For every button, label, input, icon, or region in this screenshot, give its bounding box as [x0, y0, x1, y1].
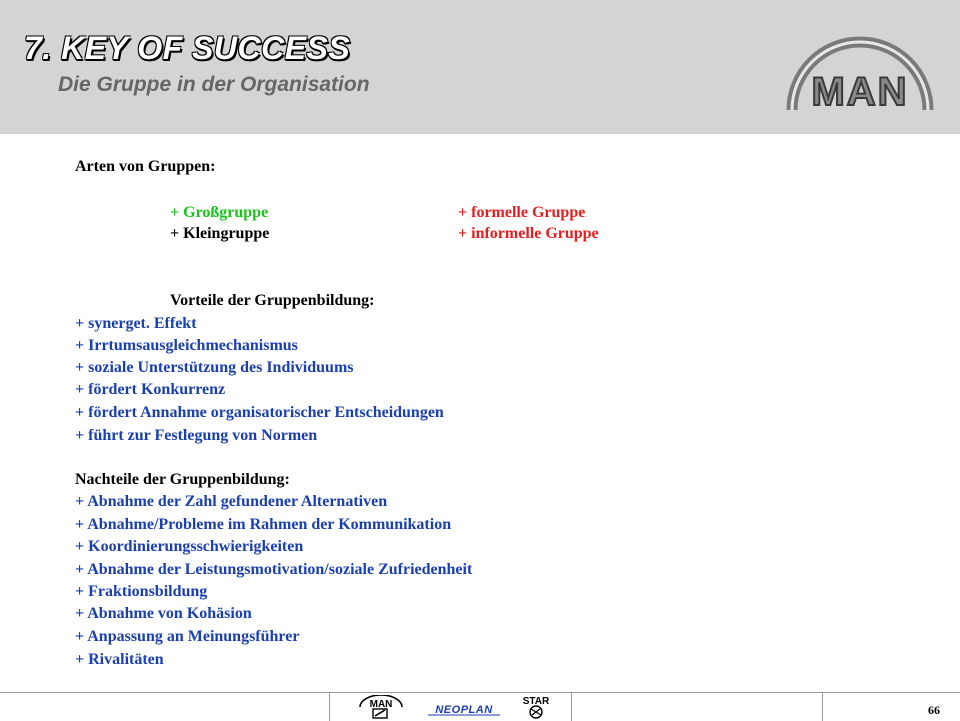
- advantage-item: + Irrtumsausgleichmechanismus: [75, 337, 298, 354]
- footer-bar: [0, 692, 960, 721]
- advantages-heading: Vorteile der Gruppenbildung:: [170, 292, 375, 309]
- footer-divider: [822, 693, 823, 721]
- disadvantage-item: + Koordinierungsschwierigkeiten: [75, 538, 304, 555]
- types-heading: Arten von Gruppen:: [75, 158, 216, 175]
- advantage-item: + soziale Unterstützung des Individuums: [75, 359, 354, 376]
- man-footer-logo-text: MAN: [369, 699, 393, 710]
- neoplan-footer-logo-icon: [424, 701, 504, 717]
- slide-subtitle: Die Gruppe in der Organisation: [58, 73, 370, 96]
- star-footer-logo-text: STAR: [522, 696, 550, 707]
- advantage-item: + fördert Annahme organisatorischer Entscheidungen: [75, 404, 444, 421]
- slide-title: 7. KEY OF SUCCESS: [24, 30, 351, 66]
- disadvantage-item: + Abnahme/Probleme im Rahmen der Kommunikation: [75, 516, 452, 533]
- disadvantages-heading: Nachteile der Gruppenbildung:: [75, 471, 290, 488]
- advantage-item: + synerget. Effekt: [75, 315, 197, 332]
- disadvantage-item: + Fraktionsbildung: [75, 583, 208, 600]
- disadvantage-item: + Anpassung an Meinungsführer: [75, 628, 300, 645]
- footer-divider: [571, 693, 572, 721]
- man-footer-logo-icon: [356, 695, 406, 719]
- type-item: + Kleingruppe: [170, 225, 270, 242]
- disadvantage-item: + Abnahme von Kohäsion: [75, 605, 252, 622]
- type-item: + formelle Gruppe: [458, 204, 586, 221]
- disadvantage-item: + Abnahme der Leistungsmotivation/soziale Zufriedenheit: [75, 561, 473, 578]
- type-item: + informelle Gruppe: [458, 225, 599, 242]
- man-logo-text: MAN: [811, 70, 909, 114]
- neoplan-footer-logo-text: NEOPLAN: [435, 704, 493, 716]
- page-number: 66: [928, 703, 940, 717]
- footer-divider: [329, 693, 330, 721]
- advantage-item: + führt zur Festlegung von Normen: [75, 427, 318, 444]
- star-footer-logo-icon: [516, 694, 556, 720]
- advantage-item: + fördert Konkurrenz: [75, 381, 226, 398]
- disadvantage-item: + Rivalitäten: [75, 651, 164, 668]
- disadvantage-item: + Abnahme der Zahl gefundener Alternativen: [75, 493, 388, 510]
- type-item: + Großgruppe: [170, 204, 269, 221]
